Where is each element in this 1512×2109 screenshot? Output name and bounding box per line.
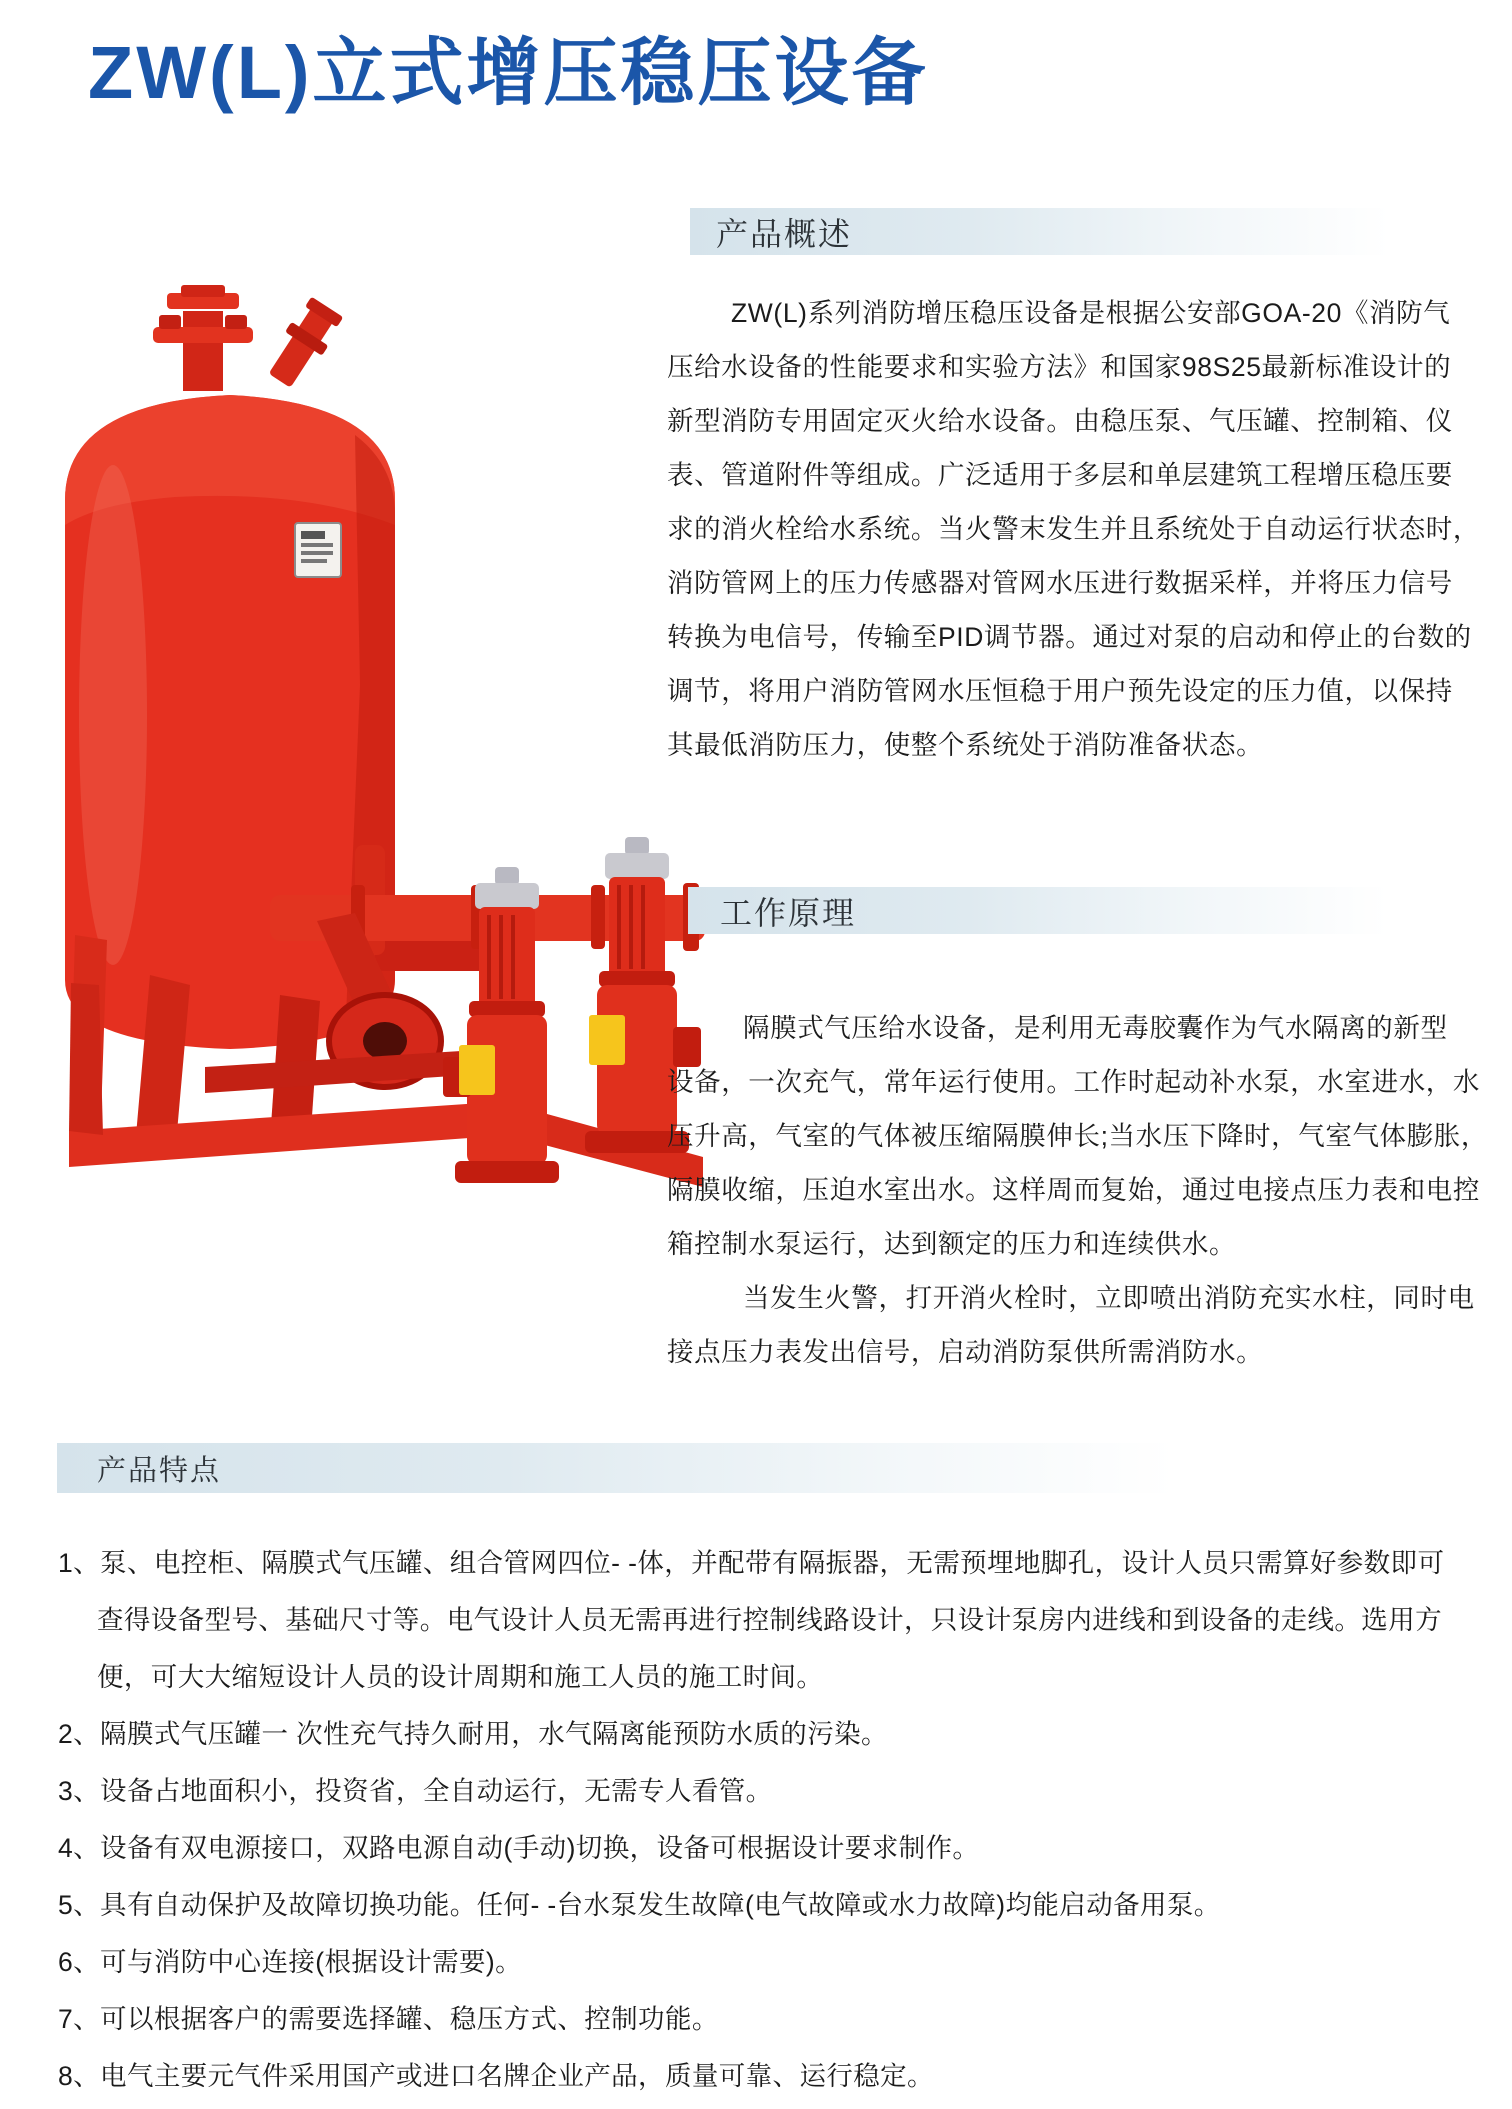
features-heading: 产品特点 <box>97 1454 222 1487</box>
feature-item <box>58 1991 1466 2048</box>
feature-text: 可与消防中心连接(根据设计需要)。 <box>100 1947 522 1977</box>
feature-item <box>58 1877 1466 1934</box>
feature-number: 2、 <box>58 1719 101 1749</box>
feature-number: 5、 <box>58 1890 101 1920</box>
overview-line: 调节，将用户消防管网水压恒稳于用户预先设定的压力值，以保持 <box>667 676 1453 706</box>
features-list <box>58 1535 1466 2105</box>
principle-paragraph <box>667 1001 1488 1379</box>
principle-line: 箱控制水泵运行，达到额定的压力和连续供水。 <box>667 1229 1237 1259</box>
feature-number: 8、 <box>58 2061 101 2091</box>
principle-line: 设备，一次充气，常年运行使用。工作时起动补水泵，水室进水，水 <box>667 1067 1480 1097</box>
features-heading-bar <box>57 1443 1175 1493</box>
overview-line: 求的消火栓给水系统。当火警末发生并且系统处于自动运行状态时， <box>667 514 1480 544</box>
overview-line: ZW(L)系列消防增压稳压设备是根据公安部GOA-20《消防气 <box>731 298 1451 328</box>
feature-item <box>58 1763 1466 1820</box>
overview-line: 新型消防专用固定灭火给水设备。由稳压泵、气压罐、控制箱、仪 <box>667 406 1453 436</box>
tank-nameplate <box>295 523 341 577</box>
overview-line: 消防管网上的压力传感器对管网水压进行数据采样，并将压力信号 <box>667 568 1453 598</box>
feature-item <box>58 1535 1466 1706</box>
feature-number: 6、 <box>58 1947 101 1977</box>
principle-line: 压升高，气室的气体被压缩隔膜伸长;当水压下降时，气室气体膨胀， <box>667 1121 1488 1151</box>
feature-item <box>58 2048 1466 2105</box>
overview-line: 压给水设备的性能要求和实验方法》和国家98S25最新标准设计的 <box>667 352 1452 382</box>
feature-text: 具有自动保护及故障切换功能。任何- -台水泵发生故障(电气故障或水力故障)均能启动备用泵。 <box>100 1890 1221 1920</box>
tank-side-nozzle <box>261 295 346 393</box>
overview-line: 其最低消防压力，使整个系统处于消防准备状态。 <box>667 730 1264 760</box>
overview-paragraph <box>667 286 1480 772</box>
feature-text: 电气主要元气件采用国产或进口名牌企业产品，质量可靠、运行稳定。 <box>100 2061 934 2091</box>
feature-number: 4、 <box>58 1833 101 1863</box>
principle-heading-bar <box>688 887 1388 934</box>
principle-heading: 工作原理 <box>720 894 857 931</box>
principle-line: 隔膜式气压给水设备，是利用无毒胶囊作为气水隔离的新型 <box>743 1013 1448 1043</box>
feature-number: 3、 <box>58 1776 101 1806</box>
overview-heading: 产品概述 <box>716 215 853 252</box>
feature-number: 1、 <box>58 1548 101 1578</box>
feature-text: 泵、电控柜、隔膜式气压罐、组合管网四位- -体，并配带有隔振器，无需预埋地脚孔，设计人员只需算好参数即可查得设备型号、基础尺寸等。电气设计人员无需再进行控制线路设计，只设计泵房内进线和到设备的走线。选用方便，可大大缩短设计人员的设计周期和施工人员的施工时间。 <box>97 1548 1445 1692</box>
overview-line: 转换为电信号，传输至PID调节器。通过对泵的启动和停止的台数的 <box>667 622 1472 652</box>
feature-item <box>58 1706 1466 1763</box>
principle-line: 隔膜收缩，压迫水室出水。这样周而复始，通过电接点压力表和电控 <box>667 1175 1480 1205</box>
page-title: ZW(L)立式增压稳压设备 <box>88 31 929 114</box>
overview-line: 表、管道附件等组成。广泛适用于多层和单层建筑工程增压稳压要 <box>667 460 1453 490</box>
feature-item <box>58 1820 1466 1877</box>
principle-line: 接点压力表发出信号，启动消防泵供所需消防水。 <box>667 1337 1264 1367</box>
feature-text: 设备有双电源接口，双路电源自动(手动)切换，设备可根据设计要求制作。 <box>100 1833 980 1863</box>
feature-number: 7、 <box>58 2004 101 2034</box>
product-photo <box>55 285 705 1205</box>
feature-item <box>58 1934 1466 1991</box>
feature-text: 可以根据客户的需要选择罐、稳压方式、控制功能。 <box>100 2004 719 2034</box>
feature-text: 设备占地面积小，投资省，全自动运行，无需专人看管。 <box>100 1776 773 1806</box>
principle-line: 当发生火警，打开消火栓时，立即喷出消防充实水柱，同时电 <box>743 1283 1475 1313</box>
tank-top-flange <box>153 285 253 391</box>
feature-text: 隔膜式气压罐一 次性充气持久耐用，水气隔离能预防水质的污染。 <box>100 1719 888 1749</box>
overview-heading-bar <box>690 208 1390 255</box>
